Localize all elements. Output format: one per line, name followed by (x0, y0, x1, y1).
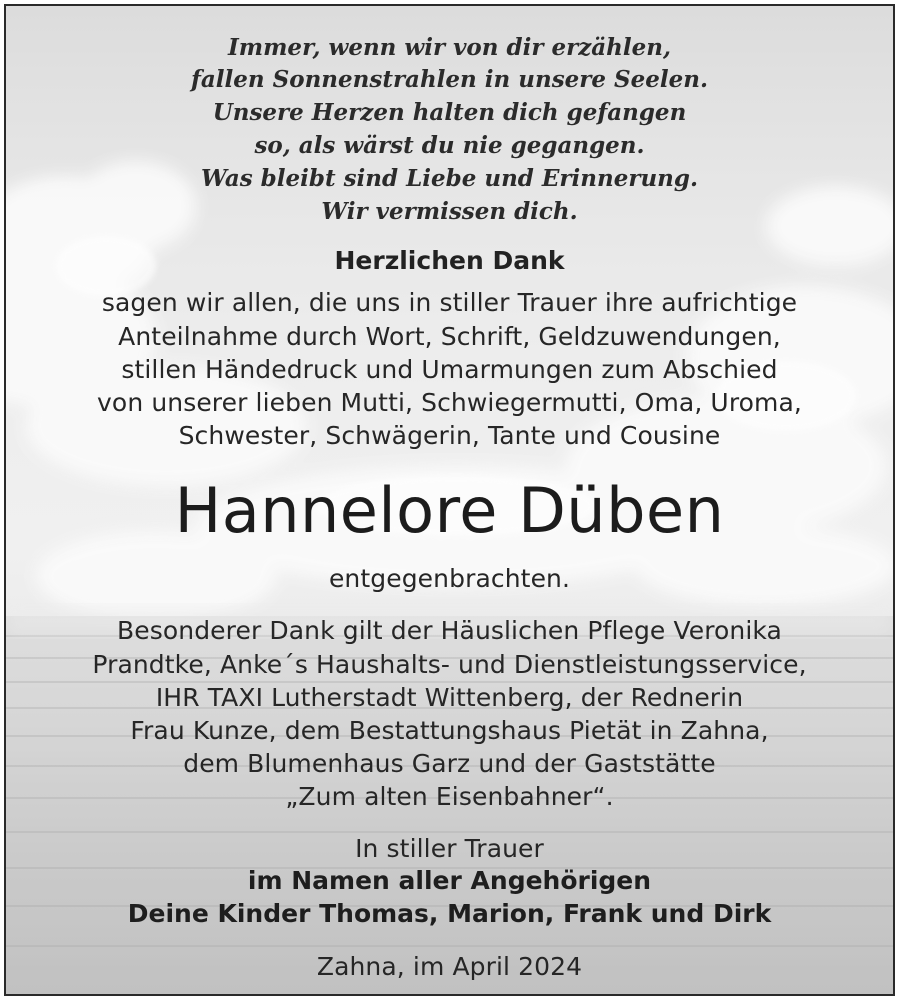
place-date: Zahna, im April 2024 (316, 952, 583, 981)
poem-line-1: Immer, wenn wir von dir erzählen, (228, 34, 671, 61)
intro-line-5: Schwester, Schwägerin, Tante und Cousine (178, 421, 721, 450)
deceased-name: Hannelore Düben (174, 474, 725, 547)
obituary-notice (4, 4, 895, 996)
intro-line-4: von unserer lieben Mutti, Schwiegermutti, Oma, Uroma, (97, 388, 802, 417)
special-thanks-line-3: IHR TAXI Lutherstadt Wittenberg, der Rednerin (155, 683, 744, 712)
poem-line-4: so, als wärst du nie gegangen. (254, 132, 645, 159)
poem-line-6: Wir vermissen dich. (321, 198, 578, 225)
thanks-heading: Herzlichen Dank (334, 246, 565, 275)
special-thanks-line-4: Frau Kunze, dem Bestattungshaus Pietät in Zahna, (130, 716, 769, 745)
after-name-text: entgegenbrachten. (328, 564, 571, 593)
special-thanks-line-1: Besonderer Dank gilt der Häuslichen Pflege Veronika (117, 616, 782, 645)
poem-line-2: fallen Sonnenstrahlen in unsere Seelen. (190, 66, 709, 93)
poem-line-3: Unsere Herzen halten dich gefangen (212, 99, 687, 126)
special-thanks-line-2: Prandtke, Anke´s Haushalts- und Dienstleistungsservice, (92, 650, 807, 679)
intro-line-1: sagen wir allen, die uns in stiller Trauer ihre aufrichtige (101, 288, 798, 317)
special-thanks-line-6: „Zum alten Eisenbahner“. (285, 782, 614, 811)
signature-line-1: In stiller Trauer (355, 834, 544, 863)
poem-line-5: Was bleibt sind Liebe und Erinnerung. (200, 165, 698, 192)
intro-line-2: Anteilnahme durch Wort, Schrift, Geldzuwendungen, (118, 322, 781, 351)
intro-line-3: stillen Händedruck und Umarmungen zum Abschied (121, 355, 778, 384)
notice-content (6, 6, 893, 994)
signature-line-3: Deine Kinder Thomas, Marion, Frank und Dirk (127, 899, 772, 928)
special-thanks-line-5: dem Blumenhaus Garz und der Gaststätte (183, 749, 716, 778)
signature-line-2: im Namen aller Angehörigen (247, 866, 652, 895)
